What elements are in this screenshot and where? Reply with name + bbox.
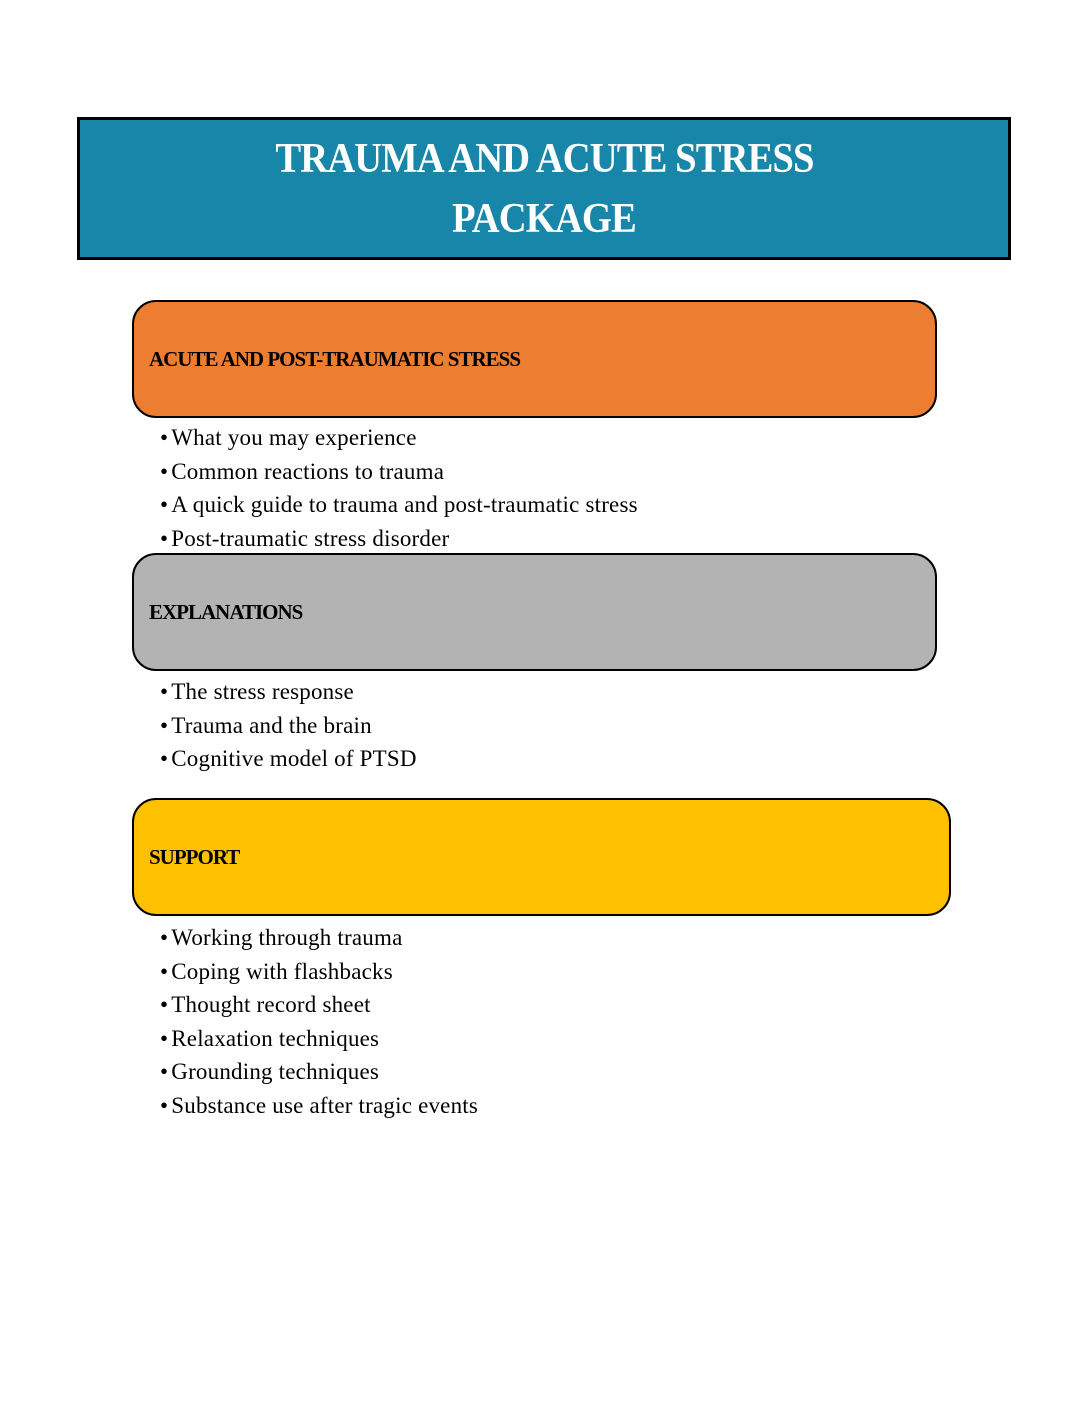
explanations-list bbox=[160, 675, 417, 776]
section-title: SUPPORT bbox=[149, 844, 240, 869]
bullet-icon: • bbox=[160, 712, 169, 738]
support-list bbox=[160, 921, 478, 1123]
list-item[interactable]: • Cognitive model of PTSD bbox=[160, 746, 417, 772]
bullet-icon: • bbox=[160, 679, 169, 704]
bullet-icon: • bbox=[160, 925, 169, 950]
bullet-icon: • bbox=[160, 1092, 169, 1118]
list-item[interactable]: • Thought record sheet bbox=[160, 992, 371, 1018]
list-item[interactable]: • Relaxation techniques bbox=[160, 1025, 380, 1051]
list-item[interactable]: • Trauma and the brain bbox=[160, 712, 372, 738]
page-title-line-2: PACKAGE bbox=[452, 195, 636, 242]
section-header-support bbox=[132, 798, 951, 916]
list-item[interactable]: • Substance use after tragic events bbox=[160, 1092, 479, 1118]
bullet-icon: • bbox=[160, 425, 169, 450]
list-item[interactable]: • Coping with flashbacks bbox=[160, 958, 393, 984]
bullet-icon: • bbox=[160, 992, 169, 1018]
list-item[interactable]: • Working through trauma bbox=[160, 925, 403, 950]
section-title: ACUTE AND POST-TRAUMATIC STRESS bbox=[149, 346, 521, 371]
section-header-acute-stress bbox=[132, 300, 937, 418]
page-title-line-1: TRAUMA AND ACUTE STRESS bbox=[274, 135, 814, 182]
bullet-icon: • bbox=[160, 525, 169, 551]
bullet-icon: • bbox=[160, 458, 169, 484]
acute-stress-list bbox=[160, 421, 638, 555]
bullet-icon: • bbox=[160, 492, 169, 518]
bullet-icon: • bbox=[160, 746, 169, 772]
section-header-explanations bbox=[132, 553, 937, 671]
section-title: EXPLANATIONS bbox=[149, 599, 303, 624]
list-item[interactable]: • Post-traumatic stress disorder bbox=[160, 525, 450, 551]
bullet-icon: • bbox=[160, 1059, 169, 1085]
bullet-icon: • bbox=[160, 1025, 169, 1051]
list-item[interactable]: • A quick guide to trauma and post-traumatic stress bbox=[160, 492, 638, 518]
list-item[interactable]: • What you may experience bbox=[160, 425, 417, 450]
list-item[interactable]: • The stress response bbox=[160, 679, 354, 704]
package-title-banner bbox=[77, 117, 1011, 260]
bullet-icon: • bbox=[160, 958, 169, 984]
list-item[interactable]: • Grounding techniques bbox=[160, 1059, 380, 1085]
list-item[interactable]: • Common reactions to trauma bbox=[160, 458, 445, 484]
